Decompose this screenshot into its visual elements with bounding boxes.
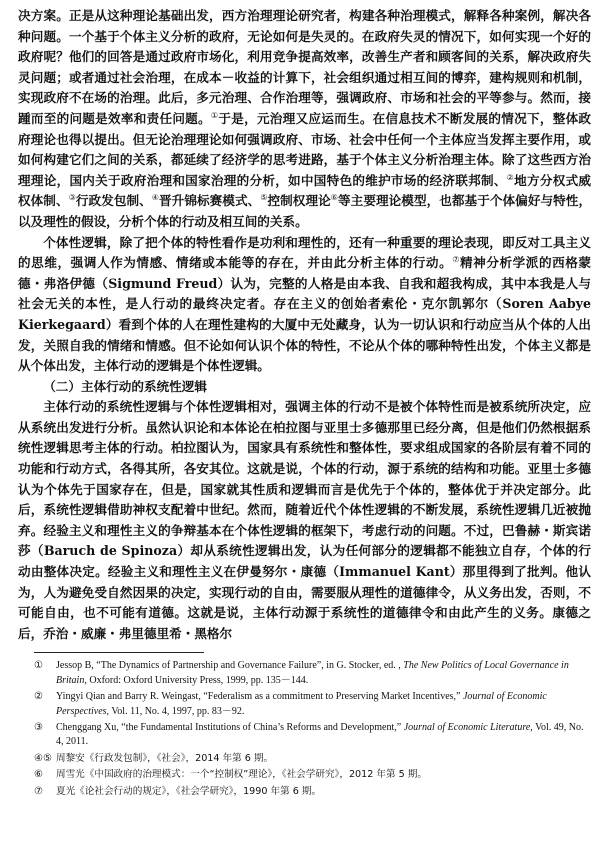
text-run: 个体性逻辑，除了把个体的特性看作是功利和理性的，还有一种重要的理论表现，即反对工具主义的思维，强调人作为情感、情绪或本能等的存在，并由此分析主体的行动。 [18, 234, 591, 271]
text-run: , Oxford: Oxford University Press, 1999, pp. 135－144. [84, 674, 309, 686]
footnote-item [18, 659, 591, 688]
text-run: 周雪光《中国政府的治理模式：一个“控制权”理论》，《社会学研究》，2012 年第 5 期。 [56, 769, 427, 781]
text-run: Yingyi Qian and Barry R. Weingast, “Federalism as a commitment to Preserving Market Incentives,” [56, 691, 463, 703]
body-text [18, 6, 591, 644]
footnote-ref[interactable]: ③ [68, 193, 76, 203]
text-run: 行政发包制、 [75, 193, 152, 209]
paragraph-p3 [18, 397, 591, 644]
text-run: 主体行动的系统性逻辑与个体性逻辑相对，强调主体的行动不是被个体特性而是被系统所决定，应从系统出发进行分析。虽然认识论和本体论在柏拉图与亚里士多德那里已经分离，但是他们仍然根据系统性逻辑思考主体的行动。柏拉图认为，国家具有系统性和整体性，要求组成国家的各阶层有着不同的功能和行动方式，各得其所，各安其位。这就是说，个体的行动，源于系统的结构和功能。亚里士多德认为个体先于国家存在，但是，国家就其性质和逻辑而言是优先于个体的，整体优于并决定部分。此后，系统性逻辑借助神权支配着中世纪。然而，随着近代个体性逻辑的不断发展，系统性逻辑几近被抛弃。经验主义和理性主义的争辩基本在个体性逻辑的框架下，考虑行动的问题。不过，巴鲁赫・斯宾诺莎（Baruch de Spinoza）却从系统性逻辑出发，认为任何部分的逻辑都不能独立自存，个体的行动由整体决定。经验主义和理性主义在伊曼努尔・康德（Immanuel Kant）那里得到了批判。他认为，人为避免受自然因果的决定，实现行动的自由，需要服从理性的道德律令，从义务出发，否则，不可能自由，也不可能有道德。这就是说，主体行动源于系统性的道德律令和由此产生的义务。康德之后，乔治・威廉・弗里德里希・黑格尔 [18, 399, 591, 641]
footnote-text [56, 785, 591, 799]
footnote-text [56, 768, 591, 782]
footnote-number: ② [34, 691, 43, 703]
section-heading [18, 377, 591, 398]
footnote-ref[interactable]: ④ [151, 193, 160, 203]
journal-title: The New Politics of Local Governance in Britain [56, 660, 569, 686]
footnote-number: ① [34, 660, 43, 672]
footnote-ref[interactable]: ⑥ [330, 193, 339, 203]
footnote-text [56, 659, 591, 688]
footnote-item [18, 785, 591, 799]
footnote-number: ④⑤ [34, 752, 52, 764]
text-run: Jessop B, “The Dynamics of Partnership and Governance Failure”, in G. Stocker, ed. , [56, 660, 404, 672]
text-run: 决方案。正是从这种理论基础出发，西方治理理论研究者，构建各种治理模式，解释各种案例，解决各种问题。一个基于个体主义分析的政府，无论如何是失灵的。在政府失灵的情况下，如何实现一个好的政府呢？他们的回答是通过政府市场化，利用竞争提高效率，改善生产者和顾客间的关系，解决政府失灵问题；或者通过社会治理，在成本－收益的计算下，社会组织通过相互间的博弈，建构规则和机制，实现政府不在场的治理。此后，多元治理、合作治理等，强调政府、市场和社会的平等参与。然而，接踵而至的问题是效率和责任问题。 [18, 8, 591, 126]
footnote-item [18, 768, 591, 782]
paragraph-p2 [18, 233, 591, 377]
footnote-text [56, 690, 591, 719]
paragraph-p1 [18, 6, 591, 233]
text-run: 于是，元治理又应运而生。在信息技术不断发展的情况下，整体政府理论也得以提出。但无论治理理论如何强调政府、市场、社会中任何一个主体应当发挥主要作用，或如何构建它们之间的关系，都延续了经济学的思考进路，基于个体主义分析治理主体。除了这些西方治理理论，国内关于政府治理和国家治理的分析，如中国特色的维护市场的经济联邦制、 [18, 110, 592, 188]
text-run: 控制权理论 [267, 193, 331, 209]
text-run: Chenggang Xu, “the Fundamental Institutions of China’s Reforms and Development,” [56, 722, 404, 734]
footnote-number: ⑥ [34, 769, 43, 781]
text-run: （二）主体行动的系统性逻辑 [43, 378, 207, 394]
text-run: 精神分析学派的西格蒙德・弗洛伊德（Sigmund Freud）认为，完整的人格是由本我、自我和超我构成，其中本我是人与社会无关的本性，是人行动的最终决定者。存在主义的创始者索伦・克尔凯郭尔（Soren Aabye Kierkegaard）看到个体的人在理性建构的大厦中无处藏身，认为一切认识和行动应当从个体的人出发，关照自我的情绪和情感。但不论如何认识个体的特性，不论从个体的哪种特性出发，个体主义都是从个体出发，主体行动的逻辑是个体性逻辑。 [18, 255, 592, 374]
footnote-ref[interactable]: ⑦ [452, 254, 460, 264]
footnote-number: ③ [34, 722, 43, 734]
journal-title: Journal of Economic Literature [403, 722, 531, 734]
journal-title: Journal of Economic Perspectives [56, 691, 547, 717]
text-run: 地方分权式威权体制、 [18, 172, 592, 209]
text-run: 周黎安《行政发包制》，《社会》，2014 年第 6 期。 [56, 752, 274, 764]
text-run: , Vol. 49, No. 4, 2011. [56, 722, 584, 748]
footnote-divider [34, 652, 204, 653]
footnote-item [18, 690, 591, 719]
footnotes [18, 659, 591, 799]
footnote-text [56, 721, 591, 750]
text-run: 夏光《论社会行动的规定》，《社会学研究》，1990 年第 6 期。 [56, 785, 322, 797]
footnote-text [56, 752, 591, 766]
footnote-ref[interactable]: ① [210, 110, 219, 120]
footnote-number: ⑦ [34, 785, 43, 797]
footnote-ref[interactable]: ② [506, 172, 515, 182]
text-run: 晋升锦标赛模式、 [159, 193, 261, 209]
text-run: , Vol. 11, No. 4, 1997, pp. 83－92. [106, 705, 245, 717]
footnote-ref[interactable]: ⑤ [260, 193, 268, 203]
footnote-item [18, 752, 591, 766]
footnote-item [18, 721, 591, 750]
text-run: 等主要理论模型，也都基于个体偏好与特性，以及理性的假设，分析个体的行动及相互间的关系。 [18, 193, 592, 229]
